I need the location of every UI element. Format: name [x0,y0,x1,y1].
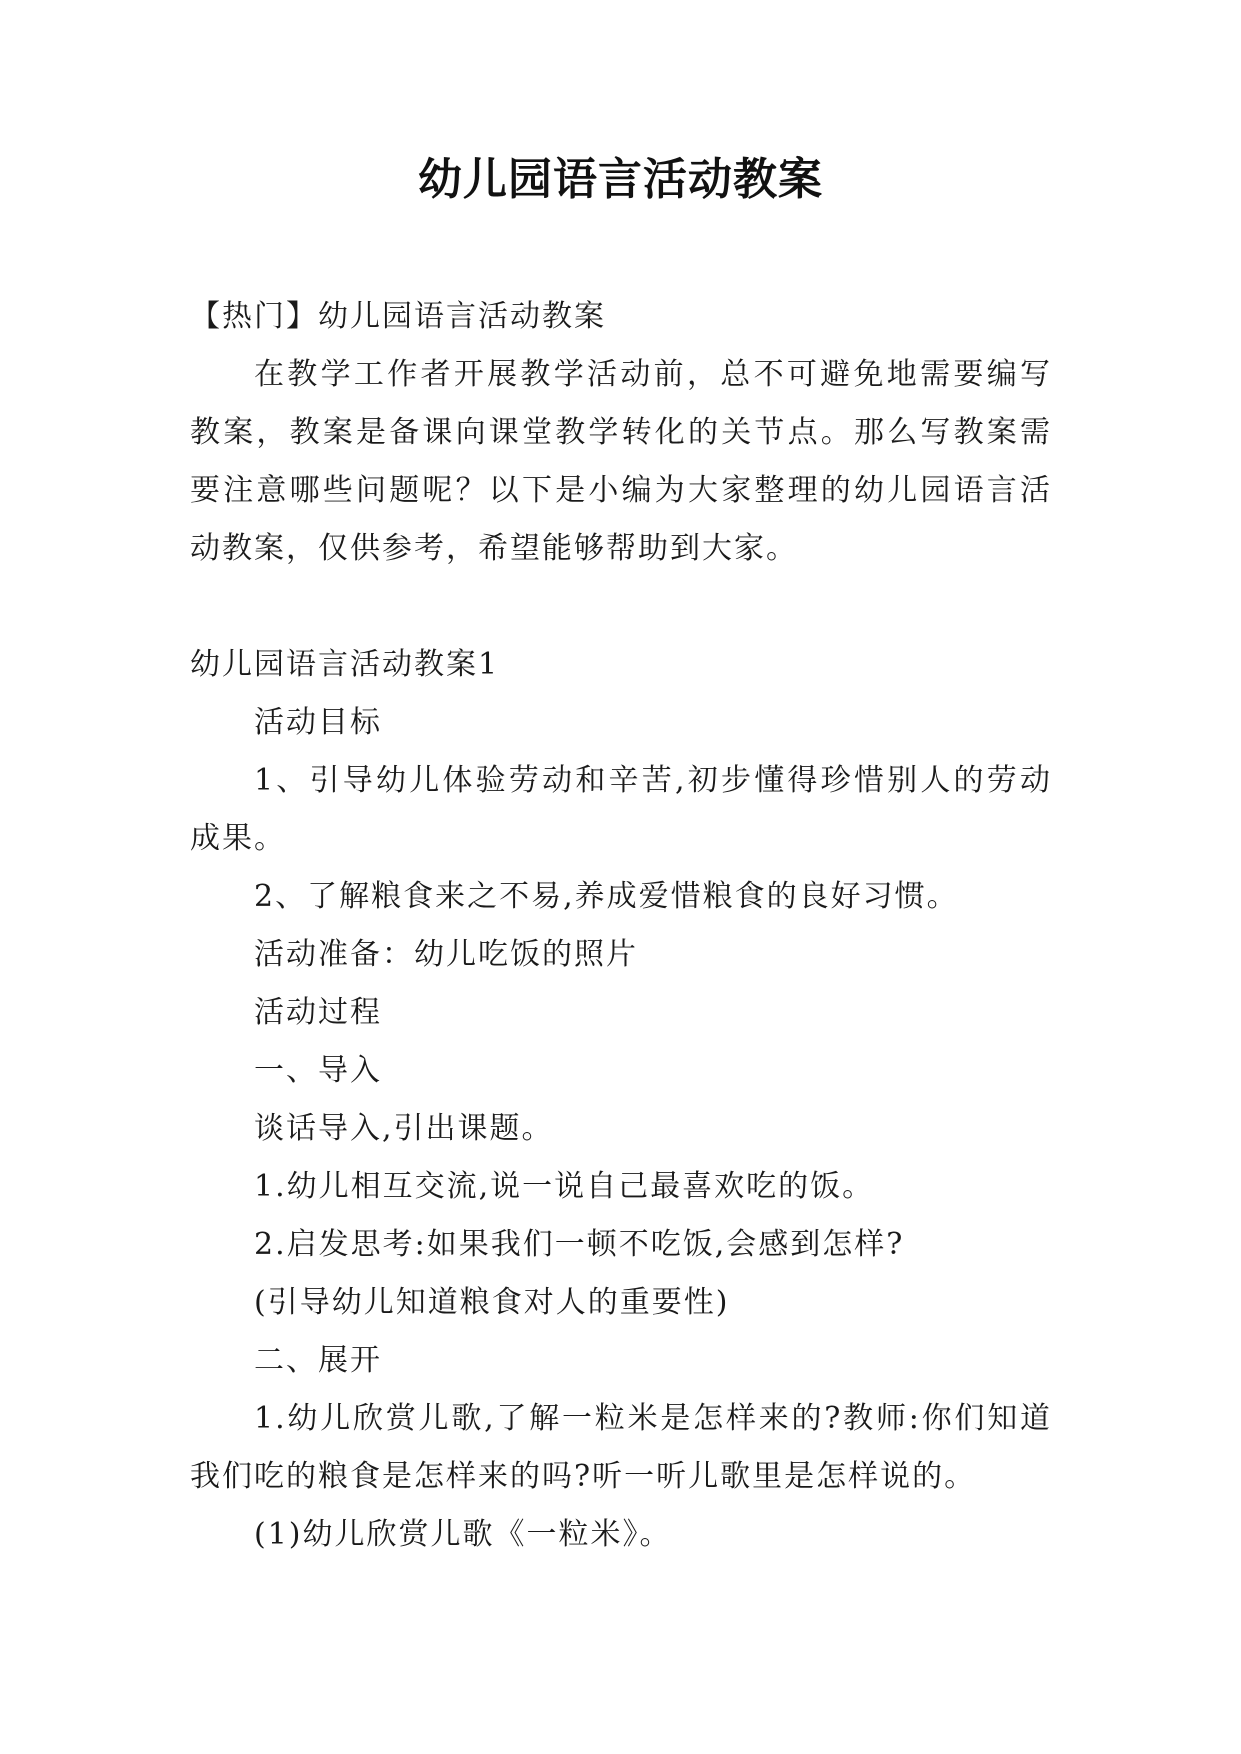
step-expansion-heading: 二、展开 [254,1343,382,1378]
document-title: 幼儿园语言活动教案 [418,154,823,205]
activity-process-heading: 活动过程 [254,995,382,1030]
goal-item-2: 2、了解粮食来之不易,养成爱惜粮食的良好习惯。 [254,879,959,914]
introduction-note: (引导幼儿知道粮食对人的重要性) [254,1285,730,1320]
section-heading: 幼儿园语言活动教案1 [190,647,500,682]
activity-goals-heading: 活动目标 [254,705,382,740]
expansion-subitem-1: (1)幼儿欣赏儿歌《一粒米》。 [254,1517,672,1552]
activity-preparation: 活动准备：幼儿吃饭的照片 [254,937,638,972]
section-spacer [190,578,1052,636]
intro-heading: 【热门】幼儿园语言活动教案 [190,299,606,334]
goal-item-1: 1、引导幼儿体验劳动和辛苦,初步懂得珍惜别人的劳动成果。 [190,763,1052,856]
intro-paragraph: 在教学工作者开展教学活动前，总不可避免地需要编写教案，教案是备课向课堂教学转化的关节点。那么写教案需要注意哪些问题呢？以下是小编为大家整理的幼儿园语言活动教案，仅供参考，希望能够帮助到大家。 [190,357,1052,566]
introduction-item-1: 1.幼儿相互交流,说一说自己最喜欢吃的饭。 [254,1169,875,1204]
step-introduction-heading: 一、导入 [254,1053,382,1088]
document-body [190,288,1052,1564]
expansion-item-1: 1.幼儿欣赏儿歌,了解一粒米是怎样来的?教师:你们知道我们吃的粮食是怎样来的吗?听一听儿歌里是怎样说的。 [190,1401,1052,1494]
introduction-item-2: 2.启发思考:如果我们一顿不吃饭,会感到怎样? [254,1227,905,1262]
step-introduction-text: 谈话导入,引出课题。 [254,1111,554,1146]
